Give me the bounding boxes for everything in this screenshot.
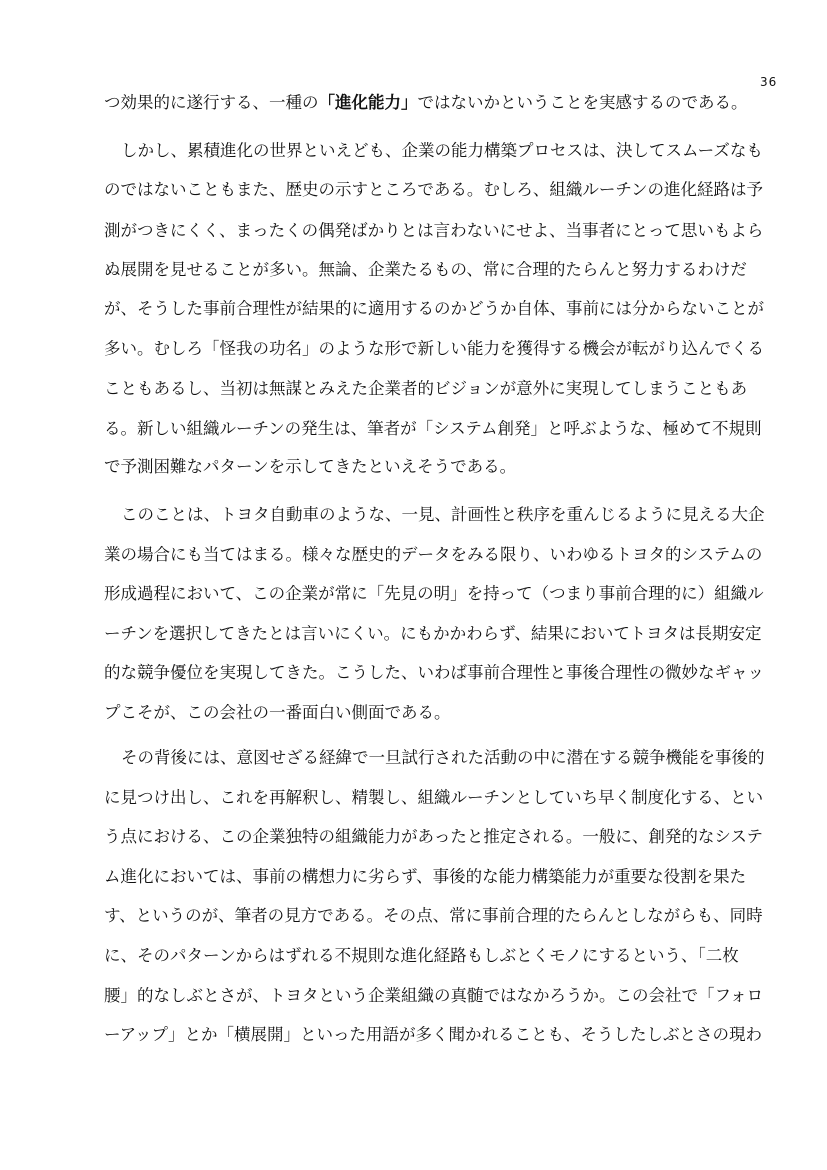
text-line: 測がつきにくく、まったくの偶発ばかりとは言わないにせよ、当事者にとって思いもよら (104, 221, 764, 240)
text-line: のではないこともまた、歴史の示すところである。むしろ、組織ルーチンの進化経路は予 (104, 180, 764, 199)
text-line: このことは、トヨタ自動車のような、一見、計画性と秩序を重んじるように見える大企 (121, 505, 765, 524)
text-line: プこそが、この会社の一番面白い側面である。 (104, 703, 451, 722)
text-line: その背後には、意図せざる経緯で一旦試行された活動の中に潜在する競争機能を事後的 (121, 748, 765, 767)
text-line: ぬ展開を見せることが多い。無論、企業たるもの、常に合理的たらんと努力するわけだ (104, 260, 747, 279)
text-line: 多い。むしろ「怪我の功名」のような形で新しい能力を獲得する機会が転がり込んでくる (104, 339, 764, 358)
text-run: つ効果的に遂行する、一種の (104, 93, 319, 112)
text-line: う点における、この企業独特の組織能力があったと推定される。一般に、創発的なシステ (104, 827, 764, 846)
text-line: で予測困難なパターンを示してきたといえそうである。 (104, 457, 517, 476)
text-run: ではないかということを実感するのである。 (417, 93, 748, 112)
text-line: こともあるし、当初は無謀とみえた企業者的ビジョンが意外に実現してしまうこともあ (104, 379, 748, 398)
text-line: ーアップ」とか「横展開」といった用語が多く聞かれることも、そうしたしぶとさの現わ (104, 1025, 763, 1044)
text-line: が、そうした事前合理性が結果的に適用するのかどうか自体、事前には分からないことが (104, 299, 764, 318)
text-line: 腰」的なしぶとさが、トヨタという企業組織の真髄ではなかろうか。この会社で「フォロ (104, 986, 764, 1005)
text-line: 業の場合にも当てはまる。様々な歴史的データをみる限り、いわゆるトヨタ的システムの (104, 545, 763, 564)
text-line: に、そのパターンからはずれる不規則な進化経路もしぶとくモノにするという、「二枚 (104, 946, 739, 965)
text-line: 形成過程において、この企業が常に「先見の明」を持って（つまり事前合理的に）組織ル (104, 584, 764, 603)
text-line: ム進化においては、事前の構想力に劣らず、事後的な能力構築能力が重要な役割を果た (104, 867, 747, 886)
text-line: に見つけ出し、これを再解釈し、精製し、組織ルーチンとしていち早く制度化する、とい (104, 788, 764, 807)
page-number: 36 (760, 75, 778, 89)
text-line: す、というのが、筆者の見方である。その点、常に事前合理的たらんとしながらも、同時 (104, 906, 763, 925)
text-line (104, 88, 784, 118)
emphasized-term: 「進化能力」 (318, 93, 418, 112)
text-line: る。新しい組織ルーチンの発生は、筆者が「システム創発」と呼ぶような、極めて不規則 (104, 419, 762, 438)
text-line: しかし、累積進化の世界といえども、企業の能力構築プロセスは、決してスムーズなも (121, 141, 763, 160)
text-line: 的な競争優位を実現してきた。こうした、いわば事前合理性と事後合理性の微妙なギャッ (104, 663, 764, 682)
text-line: ーチンを選択してきたとは言いにくい。にもかかわらず、結果においてトヨタは長期安定 (104, 624, 762, 643)
